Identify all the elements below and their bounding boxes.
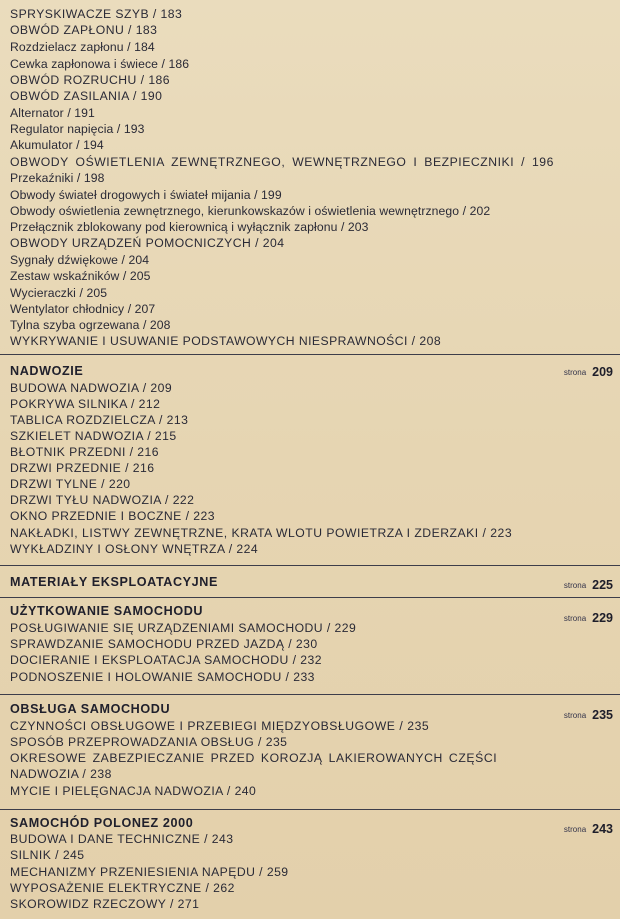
section-page-number: 229	[592, 611, 613, 625]
section-title: MATERIAŁY EKSPLOATACYJNE	[10, 575, 218, 589]
toc-entry: DRZWI TYLNE / 220	[10, 477, 131, 491]
section-page-number: 225	[592, 578, 613, 592]
toc-entry: Rozdzielacz zapłonu / 184	[10, 40, 155, 54]
toc-entry: Wycieraczki / 205	[10, 286, 108, 300]
toc-entry: Alternator / 191	[10, 106, 95, 120]
toc-entry: Obwody oświetlenia zewnętrznego, kierunkowskazów i oświetlenia wewnętrznego / 202	[10, 204, 491, 218]
strona-label: strona	[563, 581, 587, 590]
toc-entry: OBWÓD ZASILANIA / 190	[10, 89, 163, 103]
section-divider	[0, 597, 620, 598]
section-title: NADWOZIE	[10, 364, 84, 378]
toc-entry: Regulator napięcia / 193	[10, 122, 145, 136]
toc-entry: SZKIELET NADWOZIA / 215	[10, 429, 177, 443]
strona-label: strona	[563, 368, 587, 377]
toc-entry: TABLICA ROZDZIELCZA / 213	[10, 413, 189, 427]
section-page-ref	[564, 576, 613, 594]
toc-entry: Obwody świateł drogowych i świateł mijania / 199	[10, 188, 282, 202]
strona-label: strona	[563, 825, 587, 834]
toc-entry: SPOSÓB PRZEPROWADZANIA OBSŁUG / 235	[10, 735, 288, 749]
toc-entry: POKRYWA SILNIKA / 212	[10, 397, 161, 411]
toc-entry: OBWODY OŚWIETLENIA ZEWNĘTRZNEGO, WEWNĘTRZNEGO I BEZPIECZNIKI / 196	[10, 155, 554, 169]
section-divider	[0, 354, 620, 355]
section-title: UŻYTKOWANIE SAMOCHODU	[10, 604, 204, 618]
toc-entry: OBWÓD ZAPŁONU / 183	[10, 23, 158, 37]
section-page-ref	[564, 363, 613, 381]
toc-entry: POSŁUGIWANIE SIĘ URZĄDZENIAMI SAMOCHODU / 229	[10, 621, 357, 635]
toc-entry: DRZWI TYŁU NADWOZIA / 222	[10, 493, 195, 507]
toc-entry: SPRYSKIWACZE SZYB / 183	[10, 7, 183, 21]
toc-entry: Wentylator chłodnicy / 207	[10, 302, 156, 316]
strona-label: strona	[563, 614, 587, 623]
toc-entry: Przełącznik zblokowany pod kierownicą i wyłącznik zapłonu / 203	[10, 220, 369, 234]
toc-entry: OBWODY URZĄDZEŃ POMOCNICZYCH / 204	[10, 236, 285, 250]
toc-entry: Akumulator / 194	[10, 138, 104, 152]
section-title: SAMOCHÓD POLONEZ 2000	[10, 816, 194, 830]
section-divider	[0, 565, 620, 566]
toc-entry: Cewka zapłonowa i świece / 186	[10, 57, 190, 71]
section-page-ref	[564, 820, 613, 838]
toc-entry: SILNIK / 245	[10, 848, 85, 862]
section-page-number: 243	[592, 822, 613, 836]
toc-entry: OBWÓD ROZRUCHU / 186	[10, 73, 171, 87]
section-title: OBSŁUGA SAMOCHODU	[10, 702, 171, 716]
section-divider	[0, 809, 620, 810]
toc-entry: OKNO PRZEDNIE I BOCZNE / 223	[10, 509, 215, 523]
toc-entry: NADWOZIA / 238	[10, 767, 112, 781]
section-page-ref	[564, 609, 613, 627]
section-page-number: 235	[592, 708, 613, 722]
toc-entry: NAKŁADKI, LISTWY ZEWNĘTRZNE, KRATA WLOTU POWIETRZA I ZDERZAKI / 223	[10, 526, 513, 540]
toc-entry: Przekaźniki / 198	[10, 171, 105, 185]
toc-entry: WYKŁADZINY I OSŁONY WNĘTRZA / 224	[10, 542, 259, 556]
section-page-number: 209	[592, 365, 613, 379]
toc-entry: MECHANIZMY PRZENIESIENIA NAPĘDU / 259	[10, 865, 289, 879]
toc-entry: BŁOTNIK PRZEDNI / 216	[10, 445, 159, 459]
toc-entry: WYPOSAŻENIE ELEKTRYCZNE / 262	[10, 881, 235, 895]
section-divider	[0, 694, 620, 695]
toc-entry: PODNOSZENIE I HOLOWANIE SAMOCHODU / 233	[10, 670, 315, 684]
strona-label: strona	[563, 711, 587, 720]
toc-entry: DRZWI PRZEDNIE / 216	[10, 461, 155, 475]
toc-entry: BUDOWA I DANE TECHNICZNE / 243	[10, 832, 234, 846]
section-page-ref	[564, 706, 613, 724]
toc-entry: OKRESOWE ZABEZPIECZANIE PRZED KOROZJĄ LAKIEROWANYCH CZĘŚCI	[10, 751, 498, 765]
toc-entry: DOCIERANIE I EKSPLOATACJA SAMOCHODU / 232	[10, 653, 322, 667]
toc-entry: Zestaw wskaźników / 205	[10, 269, 151, 283]
toc-entry: WYKRYWANIE I USUWANIE PODSTAWOWYCH NIESPRAWNOŚCI / 208	[10, 334, 442, 348]
toc-entry: CZYNNOŚCI OBSŁUGOWE I PRZEBIEGI MIĘDZYOBSŁUGOWE / 235	[10, 719, 430, 733]
toc-entry: Tylna szyba ogrzewana / 208	[10, 318, 171, 332]
toc-entry: SKOROWIDZ RZECZOWY / 271	[10, 897, 200, 911]
toc-entry: Sygnały dźwiękowe / 204	[10, 253, 150, 267]
toc-entry: SPRAWDZANIE SAMOCHODU PRZED JAZDĄ / 230	[10, 637, 318, 651]
toc-entry: MYCIE I PIELĘGNACJA NADWOZIA / 240	[10, 784, 257, 798]
toc-entry: BUDOWA NADWOZIA / 209	[10, 381, 173, 395]
